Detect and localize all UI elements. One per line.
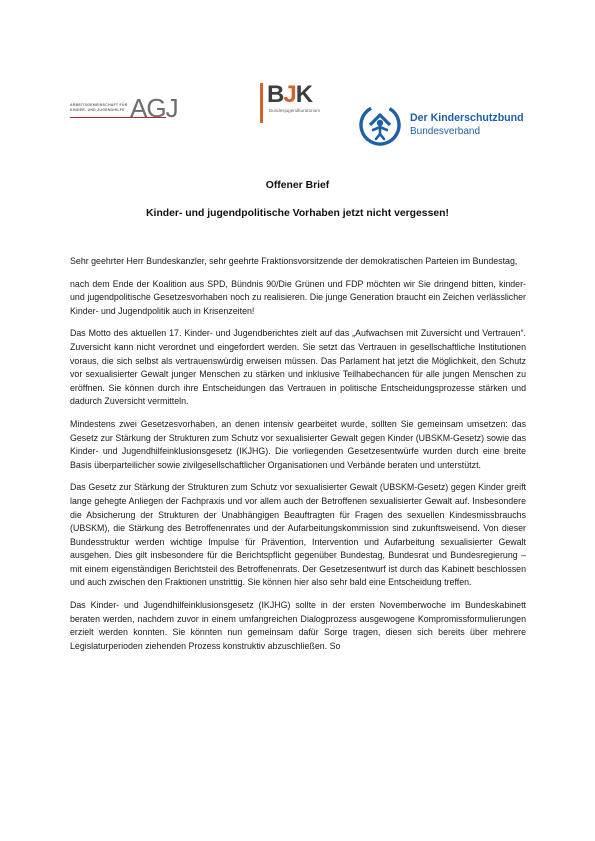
agj-logo-text bbox=[70, 103, 130, 112]
agj-logo-letters: AGJ bbox=[130, 93, 178, 123]
agj-logo-line2: KINDER- UND JUGENDHILFE bbox=[70, 107, 125, 112]
bjk-letter-j: J bbox=[283, 81, 296, 108]
paragraph-intro: nach dem Ende der Koalition aus SPD, Bündnis 90/Die Grünen und FDP möchten wir Sie dringend bitten, kinder- und jugendpolitische Gesetzesvorhaben noch zu realisieren. Die junge Generation braucht ein Zeichen verlässlicher Kinder- und Jugendpolitik auch in Krisenzeiten! bbox=[70, 278, 526, 316]
letter-title: Offener Brief bbox=[265, 180, 330, 191]
bjk-logo-letters bbox=[267, 81, 312, 109]
bjk-logo-bar bbox=[260, 83, 263, 123]
paragraph-motto: Das Motto des aktuellen 17. Kinder- und Jugendberichtes zielt auf das „Aufwachsen mit Zuversicht und Vertrauen“. Zuversicht kann nicht verordnet und eingefordert werden. Sie setzt das Vertrauen in gesellschaftliche Institutionen voraus, die sich selbst als vertrauenswürdig erweisen müssen. Das Parlament hat jetzt die Möglichkeit, den Schutz vor sexualisierter Gewalt junger Menschen zu stärken und inklusive Teilhabechancen für alle jungen Menschen zu eröffnen. Sie können durch ihre Entscheidungen das Vertrauen in politische Entscheidungsprozesse stärken und dadurch Zuversicht vermitteln. bbox=[70, 328, 526, 407]
bjk-letter-k: K bbox=[295, 81, 313, 108]
paragraph-ubskm: Das Gesetz zur Stärkung der Strukturen zum Schutz vor sexualisierter Gewalt (UBSKM-Gesetz) gegen Kinder greift lange gehegte Anliegen der Fachpraxis und vor allem auch der Betroffenen sexualisierter Gewalt auf. Insbesondere die Absicherung der Strukturen der Unabhängigen Beauftragten für Fragen des sexuellen Kindesmissbrauchs (UBSKM), die Stärkung des Betroffenenrates und der Aufarbeitungskommission sind zukunftsweisend. Von dieser Bundesstruktur werden wichtige Impulse für Prävention, Intervention und Aufarbeitung sexualisierter Gewalt ausgehen. Dies gilt insbesondere für die Berichtspflicht gegenüber Bundestag, Bundesrat und Bundesregierung – mit einem eigenständigen Berichtsteil des Betroffenenrats. Der Gesetzesentwurf ist durch das Kabinett beschlossen und auch zwischen den Fraktionen unstrittig. Sie können hier also sehr bald eine Entscheidung treffen. bbox=[70, 482, 526, 588]
agj-logo-line1: ARBEITSGEMEINSCHAFT FÜR bbox=[70, 103, 128, 107]
kinderschutzbund-subtitle: Bundesverband bbox=[410, 126, 481, 137]
bjk-logo-subtitle: Bundesjugendkuratorium bbox=[269, 108, 321, 113]
bjk-letter-b: B bbox=[267, 81, 284, 108]
bjk-logo bbox=[260, 83, 360, 133]
paragraph-two-laws: Mindestens zwei Gesetzesvorhaben, an denen intensiv gearbeitet wurde, sollten Sie gemeinsam umsetzen: das Gesetz zur Stärkung der Strukturen zum Schutz vor sexualisierter Gewalt gegen Kinder (UBSKM-Gesetz) sowie das Kinder- und Jugendhilfeinklusionsgesetz (IKJHG). Die vorliegenden Gesetzesentwürfe wurden durch eine breite Basis überparteilicher sowie zivilgesellschaftlicher Organisationen und Verbände beraten und unterstützt. bbox=[70, 418, 526, 470]
paragraph-ikjhg: Das Kinder- und Jugendhilfeinklusionsgesetz (IKJHG) sollte in der ersten Novemberwoche im Bundeskabinett beraten werden, nachdem zuvor in einem umfangreichen Dialogprozess ausgewogene Kompromissformulierungen erzielt werden konnten. Sie könnten nun gemeinsam dafür Sorge tragen, diesen sich bereits über mehrere Legislaturperioden ziehenden Prozess konstruktiv abzuschließen. So bbox=[70, 600, 526, 651]
logo-header bbox=[0, 0, 595, 150]
child-protection-icon bbox=[358, 103, 402, 147]
letter-subtitle: Kinder- und jugendpolitische Vorhaben jetzt nicht vergessen! bbox=[146, 208, 449, 219]
kinderschutzbund-logo bbox=[358, 103, 558, 153]
agj-logo bbox=[70, 93, 195, 125]
salutation: Sehr geehrter Herr Bundeskanzler, sehr geehrte Fraktionsvorsitzende der demokratischen Parteien im Bundestag, bbox=[70, 256, 518, 266]
kinderschutzbund-title: Der Kinderschutzbund bbox=[410, 112, 524, 124]
letter-body bbox=[70, 255, 526, 662]
